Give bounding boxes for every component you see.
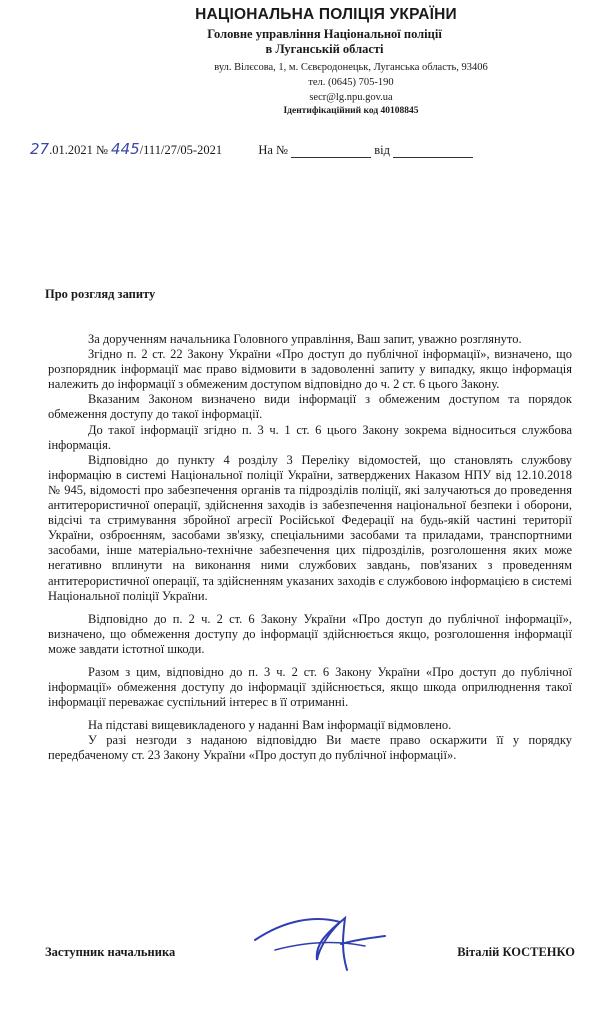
ref-number-label: На № (258, 143, 288, 157)
ref-date-label: від (374, 143, 390, 157)
org-name: НАЦІОНАЛЬНА ПОЛІЦІЯ УКРАЇНИ (195, 6, 457, 23)
paragraph: Згідно п. 2 ст. 22 Закону України «Про доступ до публічної інформації», визначено, що розпорядник інформації має право відмовити в задоволенні запиту у випадку, якщо інформація належить до інформації з обмеженим доступом відповідно до ч. 2 ст. 6 цього Закону. (48, 347, 572, 392)
handwritten-signature-icon (245, 900, 395, 975)
department-line-1: Головне управління Національної поліції (207, 27, 442, 41)
phone: тел. (0645) 705-190 (308, 77, 394, 88)
handwritten-day: 27 (30, 140, 50, 158)
paragraph: За дорученням начальника Головного управління, Ваш запит, уважно розглянуто. (88, 332, 522, 346)
paragraph: Відповідно до п. 2 ч. 2 ст. 6 Закону України «Про доступ до публічної інформації», визначено, що обмеження доступу до інформації здійснюється якщо, розголошення інформації може завдати істотної шкоди. (48, 611, 572, 656)
handwritten-number: 445 (111, 140, 140, 158)
paragraph: На підставі вищевикладеного у наданні Вам інформації відмовлено. (88, 718, 452, 733)
registration-date: .01.2021 № (49, 143, 108, 157)
paragraph: До такої інформації згідно п. 3 ч. 1 ст. 6 цього Закону зокрема відноситься службова інформація. (48, 422, 572, 452)
department-line-2: в Луганській області (265, 42, 384, 56)
paragraph: У разі незгоди з наданою відповіддю Ви маєте право оскаржити її у порядку передбаченому ст. 23 Закону України «Про доступ до публічної інформації». (48, 733, 572, 763)
paragraph: Разом з цим, відповідно до п. 3 ч. 2 ст. 6 Закону України «Про доступ до публічної інформації» обмеження доступу до інформації здійснюється, якщо шкода оприлюднення такої інформації переважає суспільний інтерес в її отриманні. (48, 664, 572, 710)
signer-position: Заступник начальника (45, 945, 176, 959)
registration-number-rest: /111/27/05-2021 (139, 143, 223, 157)
letter-body (48, 332, 572, 764)
signer-name: Віталій КОСТЕНКО (457, 945, 575, 959)
paragraph: Вказаним Законом визначено види інформації з обмеженим доступом та порядок обмеження доступу до такої інформації. (48, 392, 572, 422)
subject-line: Про розгляд запиту (45, 287, 156, 301)
email: secr@lg.npu.gov.ua (309, 92, 393, 103)
address: вул. Вілєсова, 1, м. Сєвєродонецьк, Луганська область, 93406 (214, 62, 488, 73)
registration-line (30, 140, 570, 158)
paragraph: Відповідно до пункту 4 розділу 3 Переліку відомостей, що становлять службову інформацію в системі Національної поліції України, затверджених Наказом НПУ від 12.10.2018 № 945, відомості про забезпечення органів та підрозділів поліції, які залучаються до проведення антитерористичної операції, здійснення заходів із забезпечення національної безпеки і оборони, відсічі та стримування збройної агресії Російської Федерації на будь-якій частині території України, озброєнням, засобами зв'язку, спеціальними засобами та приладами, транспортними засобами, інше матеріально-технічне забезпечення цих підрозділів, розголошення яких може негативно вплинути на виконання ними службових завдань, пов'язаних з проведенням антитерористичної операції, та здійсненням указаних заходів є службовою інформацією в системі Національної поліції України. (48, 452, 572, 603)
id-code: Ідентифікаційний код 40108845 (283, 106, 419, 116)
ref-number-blank (291, 144, 371, 158)
ref-date-blank (393, 144, 473, 158)
